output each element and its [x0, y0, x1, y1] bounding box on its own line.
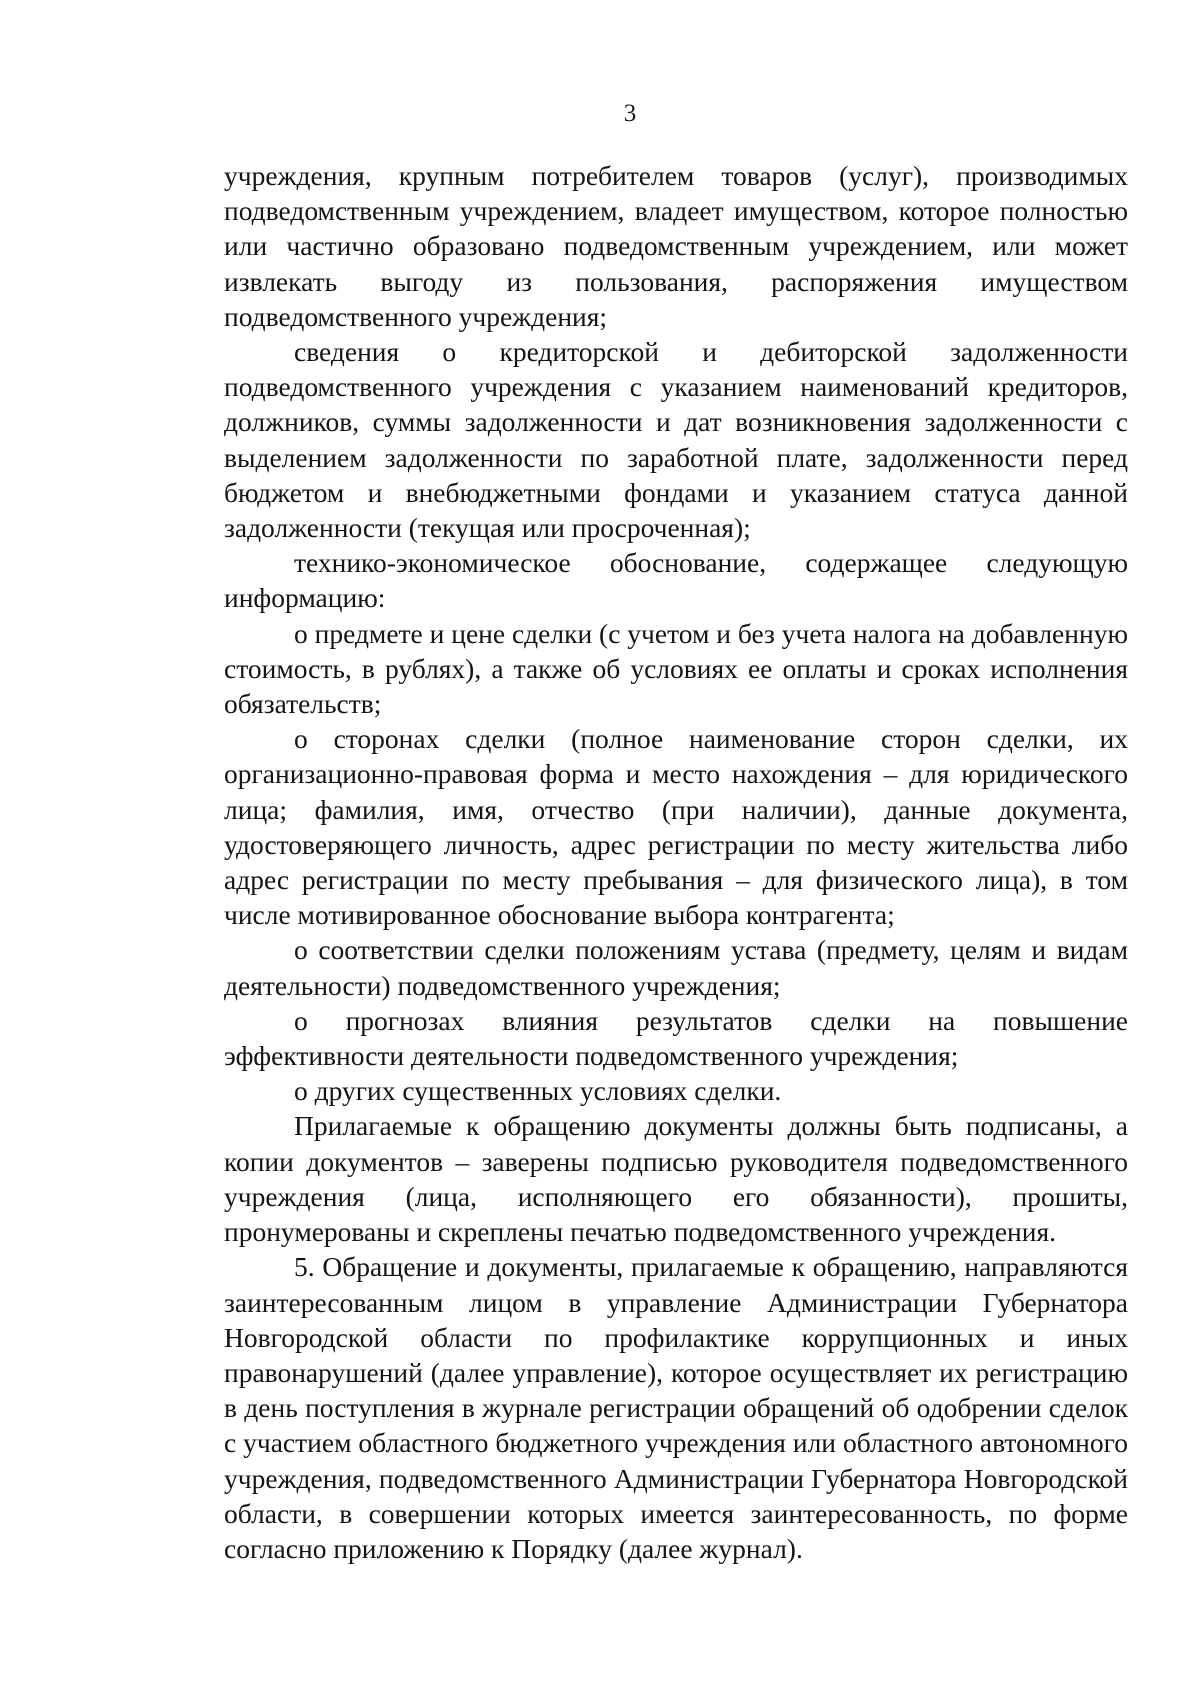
- paragraph-7: о прогнозах влияния результатов сделки на повышение эффективности деятельности подведомственного учреждения;: [224, 1004, 1128, 1072]
- paragraph-10: 5. Обращение и документы, прилагаемые к обращению, направляются заинтересованным лицом в управление Администрации Губернатора Новгородской области по профилактике коррупционных и иных правонарушений (далее управление), которое осуществляет их регистрацию в день поступления в журнале регистрации обращений об одобрении сделок с участием областного бюджетного учреждения или областного автономного учреждения, подведомственного Администрации Губернатора Новгородской области, в совершении которых имеется заинтересованность, по форме согласно приложению к Порядку (далее журнал).: [224, 1251, 1128, 1564]
- paragraph-9: Прилагаемые к обращению документы должны быть подписаны, а копии документов – заверены подписью руководителя подведомственного учреждения (лица, исполняющего его обязанности), прошиты, пронумерованы и скреплены печатью подведомственного учреждения.: [224, 1110, 1128, 1248]
- paragraph-1: учреждения, крупным потребителем товаров (услуг), производимых подведомственным учреждением, владеет имуществом, которое полностью или частично образовано подведомственным учреждением, или может извлекать выгоду из пользования, распоряжения имуществом подведомственного учреждения;: [224, 160, 1128, 332]
- paragraph-4: о предмете и цене сделки (с учетом и без учета налога на добавленную стоимость, в рублях), а также об условиях ее оплаты и сроках исполнения обязательств;: [224, 617, 1128, 720]
- paragraph-8: о других существенных условиях сделки.: [294, 1075, 782, 1107]
- paragraph-3: технико-экономическое обоснование, содержащее следующую информацию:: [224, 547, 1128, 614]
- document-body: [224, 158, 1128, 1566]
- paragraph-2: сведения о кредиторской и дебиторской задолженности подведомственного учреждения с указанием наименований кредиторов, должников, суммы задолженности и дат возникновения задолженности с выделением задолженности по заработной плате, задолженности перед бюджетом и внебюджетными фондами и указанием статуса данной задолженности (текущая или просроченная);: [224, 336, 1128, 544]
- page-number: 3: [623, 100, 637, 127]
- paragraph-6: о соответствии сделки положениям устава (предмету, целям и видам деятельности) подведомственного учреждения;: [224, 934, 1128, 1001]
- paragraph-5: о сторонах сделки (полное наименование сторон сделки, их организационно-правовая форма и место нахождения – для юридического лица; фамилия, имя, отчество (при наличии), данные документа, удостоверяющего личность, адрес регистрации по месту жительства либо адрес регистрации по месту пребывания – для физического лица), в том числе мотивированное обоснование выбора контрагента;: [224, 723, 1128, 931]
